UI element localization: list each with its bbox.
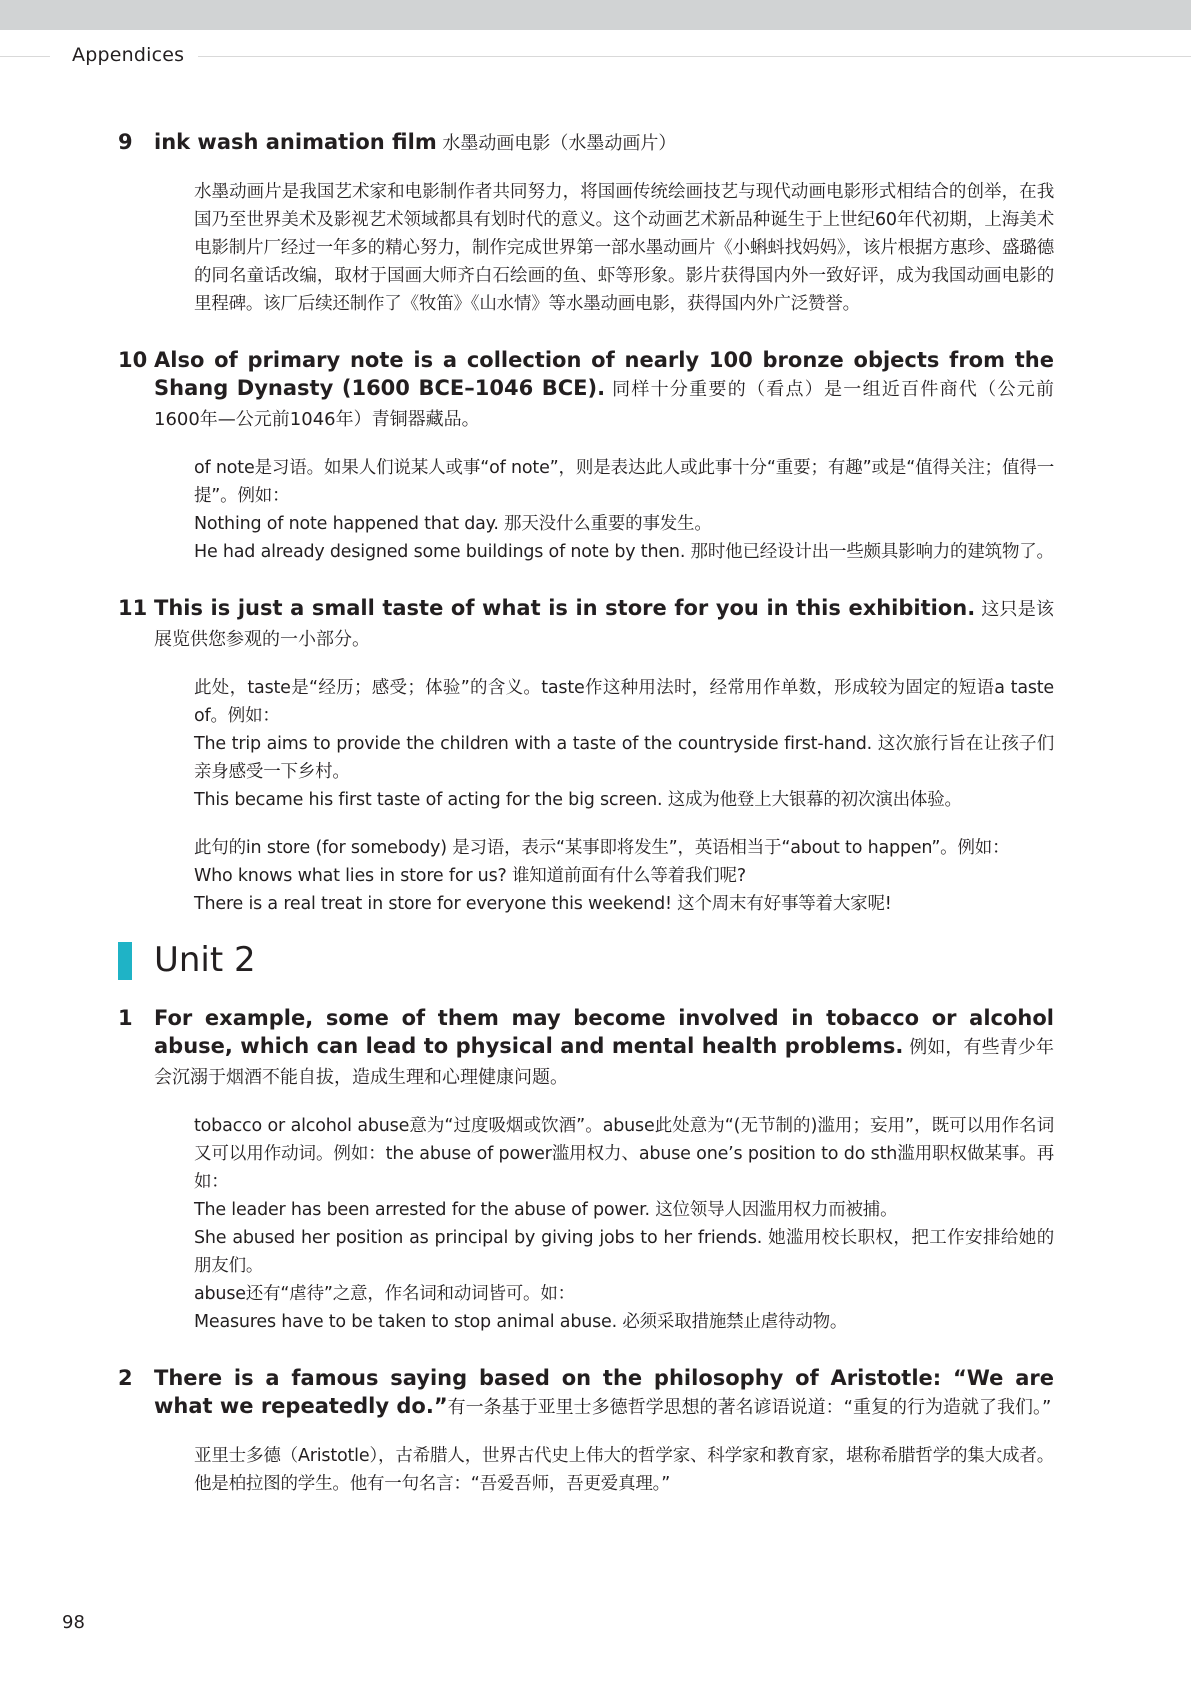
note-paragraph [154, 178, 1054, 318]
note-paragraph [154, 834, 1054, 918]
example-line: Nothing of note happened that day. 那天没什么重要的事发生。 [194, 514, 712, 534]
note-paragraph [154, 1112, 1054, 1336]
example-line: Measures have to be taken to stop animal abuse. 必须采取措施禁止虐待动物。 [194, 1312, 848, 1332]
unit2-note-1 [118, 1004, 1054, 1336]
example-line: There is a real treat in store for everyone this weekend! 这个周末有好事等着大家呢! [194, 894, 892, 914]
note-number: 2 [118, 1366, 133, 1390]
note-heading [154, 1004, 1054, 1092]
note-10 [118, 346, 1054, 566]
note-number: 10 [118, 348, 148, 372]
para-line: tobacco or alcohol abuse意为“过度吸烟或饮酒”。abuse此处意为“(无节制的)滥用；妄用”，既可以用作名词又可以用作动词。例如：the abuse of power滥用权力、abuse one’s position to do sth滥用职权做某事。再如： [194, 1116, 1054, 1192]
running-head [0, 44, 1191, 74]
para-line: 水墨动画片是我国艺术家和电影制作者共同努力，将国画传统绘画技艺与现代动画电影形式相结合的创举，在我国乃至世界美术及影视艺术领域都具有划时代的意义。这个动画艺术新品种诞生于上世纪60年代初期，上海美术电影制片厂经过一年多的精心努力，制作完成世界第一部水墨动画片《小蝌蚪找妈妈》，该片根据方惠珍、盛璐德的同名童话改编，取材于国画大师齐白石绘画的鱼、虾等形象。影片获得国内外一致好评，成为我国动画电影的里程碑。该厂后续还制作了《牧笛》《山水情》等水墨动画电影，获得国内外广泛赞誉。 [194, 182, 1054, 314]
note-11 [118, 594, 1054, 918]
note-paragraph [154, 454, 1054, 566]
unit-title: Unit 2 [154, 940, 256, 980]
para-line: 此句的in store (for somebody) 是习语，表示“某事即将发生”，英语相当于“about to happen”。例如： [194, 838, 1010, 858]
unit2-note-2 [118, 1364, 1054, 1498]
unit-accent-bar [118, 942, 132, 980]
note-heading [154, 1364, 1054, 1422]
example-line: He had already designed some buildings of note by then. 那时他已经设计出一些颇具影响力的建筑物了。 [194, 542, 1054, 562]
example-line: This became his first taste of acting for the big screen. 这成为他登上大银幕的初次演出体验。 [194, 790, 962, 810]
top-color-band [0, 0, 1191, 30]
note-heading-zh: 有一条基于亚里士多德哲学思想的著名谚语说道：“重复的行为造就了我们。” [447, 1397, 1052, 1418]
header-rule-right [198, 56, 1191, 57]
page-number: 98 [62, 1612, 85, 1633]
unit-heading [118, 932, 1054, 992]
para-line: 此处，taste是“经历；感受；体验”的含义。taste作这种用法时，经常用作单数，形成较为固定的短语a taste of。例如： [194, 678, 1054, 726]
note-heading-en: There is a famous saying based on the philosophy of Aristotle: “We are what we repeatedly do.” [154, 1366, 1054, 1418]
note-heading-zh: 例如，有些青少年会沉溺于烟酒不能自拔，造成生理和心理健康问题。 [154, 1037, 1054, 1088]
para-line: of note是习语。如果人们说某人或事“of note”，则是表达此人或此事十分“重要；有趣”或是“值得关注；值得一提”。例如： [194, 458, 1054, 506]
example-line: Who knows what lies in store for us? 谁知道前面有什么等着我们呢? [194, 866, 746, 886]
note-heading [154, 594, 1054, 654]
note-heading-en: Also of primary note is a collection of nearly 100 bronze objects from the Shang Dynasty (1600 BCE–1046 BCE). [154, 348, 1054, 400]
note-heading [154, 128, 1054, 158]
example-line: The leader has been arrested for the abuse of power. 这位领导人因滥用权力而被捕。 [194, 1200, 898, 1220]
header-rule-left [0, 56, 50, 57]
note-heading-en: ink wash animation film [154, 130, 437, 154]
note-9 [118, 128, 1054, 318]
note-number: 9 [118, 130, 133, 154]
note-heading-zh: 这只是该展览供您参观的一小部分。 [154, 599, 1054, 650]
running-head-title: Appendices [72, 44, 185, 66]
note-heading-en: This is just a small taste of what is in store for you in this exhibition. [154, 596, 976, 620]
note-heading-en: For example, some of them may become involved in tobacco or alcohol abuse, which can lead to physical and mental health problems. [154, 1006, 1054, 1058]
note-number: 1 [118, 1006, 133, 1030]
example-line: The trip aims to provide the children with a taste of the countryside first-hand. 这次旅行旨在让孩子们亲身感受一下乡村。 [194, 734, 1054, 782]
page-content [118, 128, 1054, 1498]
note-heading [154, 346, 1054, 434]
para-line: abuse还有“虐待”之意，作名词和动词皆可。如： [194, 1284, 575, 1304]
note-paragraph [154, 674, 1054, 814]
example-line: She abused her position as principal by giving jobs to her friends. 她滥用校长职权，把工作安排给她的朋友们。 [194, 1228, 1054, 1276]
note-paragraph [154, 1442, 1054, 1498]
note-number: 11 [118, 596, 148, 620]
para-line: 亚里士多德（Aristotle），古希腊人，世界古代史上伟大的哲学家、科学家和教育家，堪称希腊哲学的集大成者。他是柏拉图的学生。他有一句名言：“吾爱吾师，吾更爱真理。” [194, 1446, 1054, 1494]
note-heading-zh: 同样十分重要的（看点）是一组近百件商代（公元前1600年—公元前1046年）青铜器藏品。 [154, 379, 1054, 430]
note-heading-zh: 水墨动画电影（水墨动画片） [436, 133, 677, 154]
